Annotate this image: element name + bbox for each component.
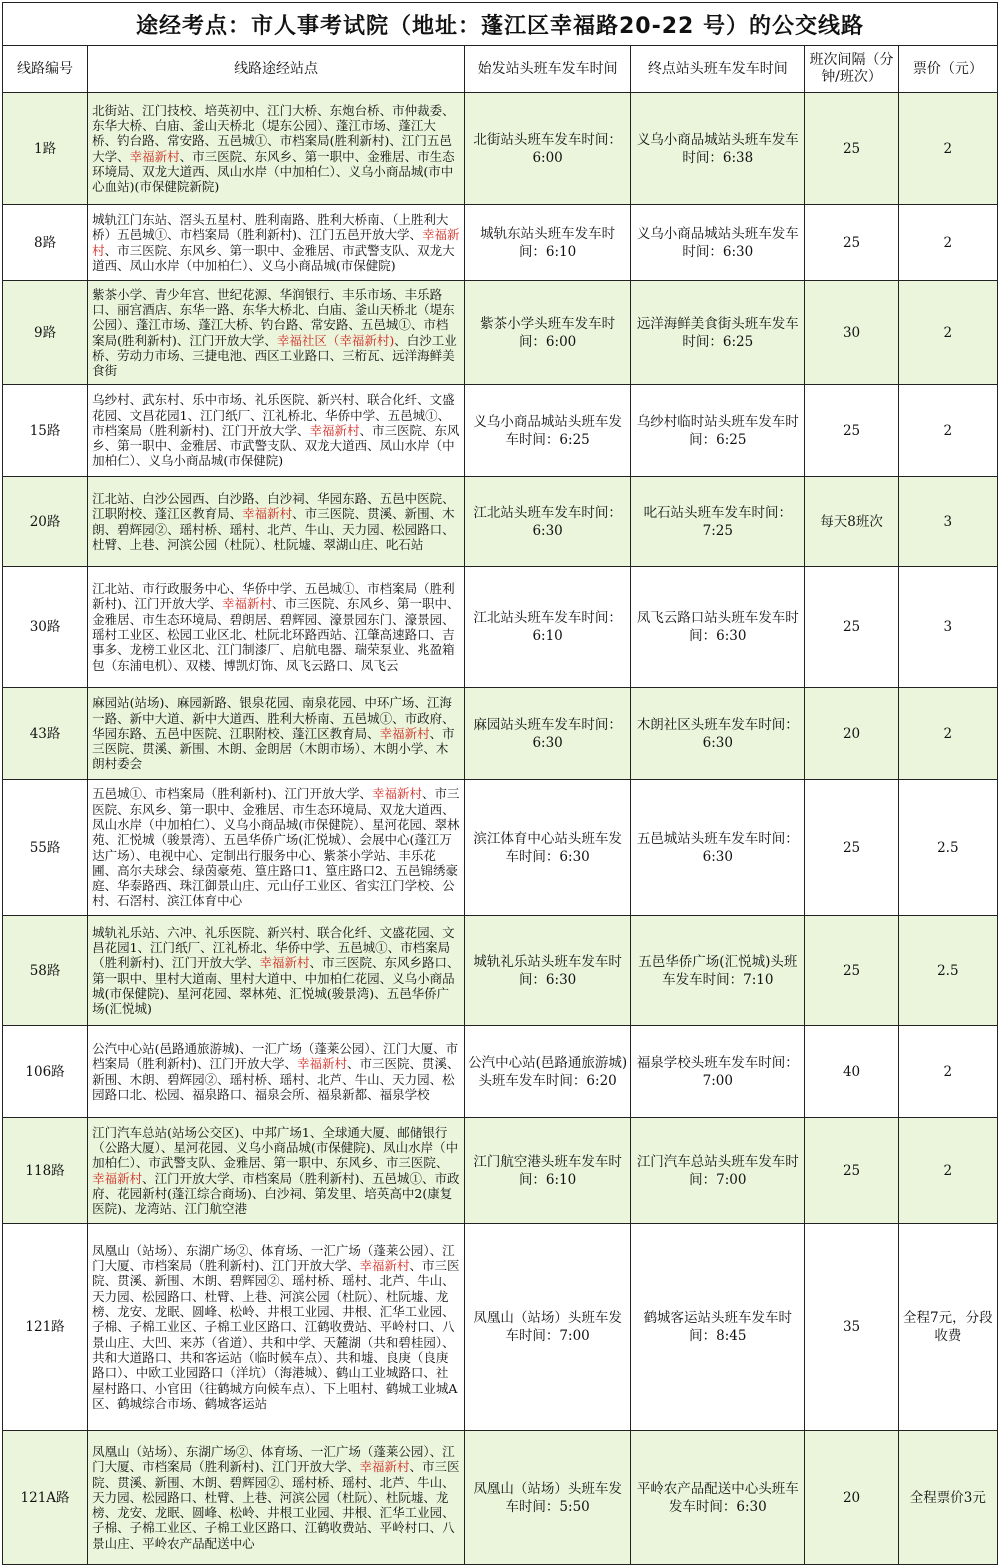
interval: 25 <box>805 93 898 205</box>
header-first-departure: 始发站头班车发车时间 <box>465 46 631 93</box>
stops-after: 、市三医院、东风乡、第一职中、金雅居、市武警支队、双龙大道西、凤山水岸（中加柏仁）、义乌小商品城(市保健院) <box>92 422 460 469</box>
stops-before: 城轨礼乐站、六冲、礼乐医院、新兴村、联合化纤、文盛花园、文昌花园1、江门纸厂、江礼桥北、华侨中学、五邑城①、市档案局（胜利新村)、江门开放大学、 <box>92 924 455 971</box>
last-departure: 木朗社区头班车发车时间：6:30 <box>631 688 805 780</box>
route-stops <box>88 1026 465 1118</box>
route-id: 9路 <box>3 281 88 385</box>
fare: 2 <box>898 93 997 205</box>
last-departure: 福泉学校头班车发车时间：7:00 <box>631 1026 805 1118</box>
route-id: 106路 <box>3 1026 88 1118</box>
highlighted-stop: 幸福新村 <box>92 227 460 258</box>
last-departure: 凤飞云路口站头班车发车时间：6:30 <box>631 567 805 688</box>
table-row <box>3 281 998 385</box>
interval: 25 <box>805 780 898 916</box>
first-departure: 凤凰山（站场）头班车发车时间：5:50 <box>465 1431 631 1565</box>
interval: 20 <box>805 688 898 780</box>
highlighted-stop: 幸福新村 <box>259 955 310 971</box>
last-departure: 五邑城站头班车发车时间：6:30 <box>631 780 805 916</box>
stops-before: 公汽中心站(邑路通旅游城)、一汇广场（蓬莱公园）、江门大厦、市档案局（胜利新村)、江门开放大学、 <box>92 1040 459 1072</box>
last-departure: 义乌小商品城站头班车发车时间：6:38 <box>631 93 805 205</box>
bus-route-table <box>2 45 998 1565</box>
route-id: 30路 <box>3 567 88 688</box>
fare: 2 <box>898 1026 997 1118</box>
first-departure: 义乌小商品城站头班车发车时间：6:25 <box>465 385 631 477</box>
table-row <box>3 780 998 916</box>
table-row <box>3 385 998 477</box>
route-id: 20路 <box>3 477 88 567</box>
table-row <box>3 688 998 780</box>
route-stops <box>88 1431 465 1565</box>
fare: 2.5 <box>898 916 997 1026</box>
stops-after: 、市三医院、贯溪、新围、木朗、金朗居（木朗市场）、木朗小学、木朗村委会 <box>92 725 455 772</box>
fare: 2 <box>898 688 997 780</box>
stops-before: 紫茶小学、青少年宫、世纪花源、华润银行、丰乐市场、丰乐路口、丽宫酒店、东华一路、东华大桥北、白庙、釜山天桥北（堤东公园）、蓬江市场、蓬江大桥、钓台路、常安路、五邑城①、市档案局(胜利新村)、江门开放大学、 <box>92 286 455 348</box>
stops-before: 江门汽车总站(站场公交区)、中邦广场1、全球通大厦、邮储银行（公路大厦）、星河花园、义乌小商品城(市保健院)、凤山水岸（中加柏仁）、市武警支队、金雅居、第一职中、东风乡、市三医院、 <box>92 1124 459 1171</box>
table-row <box>3 1431 998 1565</box>
highlighted-stop: 幸福新村 <box>129 148 180 164</box>
interval: 25 <box>805 1118 898 1224</box>
stops-after: 、江门开放大学、市档案局（胜利新村)、五邑城①、市政府、花园新村(蓬江综合商场)、白沙祠、第发里、培英高中2(康复医院)、龙湾站、江门航空港 <box>92 1170 460 1217</box>
fare: 2 <box>898 281 997 385</box>
stops-after: 、市三医院、贯溪、新围、木朗、碧辉园②、瑶村桥、瑶村、北芦、牛山、天力园、松园路口北、松园、福泉路口、福泉会所、福泉新都、福泉学校 <box>92 1056 460 1102</box>
highlighted-stop: 幸福新村 <box>309 422 360 438</box>
highlighted-stop: 幸福新村 <box>359 1459 410 1475</box>
first-departure: 公汽中心站(邑路通旅游城)头班车发车时间：6:20 <box>465 1026 631 1118</box>
route-id: 43路 <box>3 688 88 780</box>
interval: 每天8班次 <box>805 477 898 567</box>
stops-after: 、市三医院、贯溪、新围、木朗、碧辉园②、瑶村桥、瑶村、北芦、牛山、天力园、松园路口、杜臂、上巷、河滨公园（杜阮）、杜阮墟、龙榜、龙安、龙眠、圆峰、松岭、井根工业园、井根、汇华工业园、子棉、子棉工业区、子棉工业区路口、江鹤收费站、平岭村口、八景山庄、平岭农产品配送中心 <box>92 1459 460 1551</box>
stops-before: 乌纱村、武东村、乐中市场、礼乐医院、新兴村、联合化纤、文盛花园、文昌花园1、江门纸厂、江礼桥北、华侨中学、五邑城①、市档案局（胜利新村)、江门开放大学、 <box>92 392 455 438</box>
last-departure: 乌纱村临时站头班车发车时间：6:25 <box>631 385 805 477</box>
last-departure: 鹤城客运站头班车发车时间：8:45 <box>631 1224 805 1431</box>
fare: 3 <box>898 477 997 567</box>
stops-after: 、市三医院、东风乡、第一职中、金雅居、市武警支队、双龙大道西、凤山水岸（中加柏仁）、义乌小商品城(市保健院) <box>92 242 455 273</box>
fare: 3 <box>898 567 997 688</box>
stops-before: 北街站、江门技校、培英初中、江门大桥、东炮台桥、市仲裁委、东华大桥、白庙、釜山天桥北（堤东公园）、蓬江市场、蓬江大桥、钓台路、常安路、五邑城①、市档案局(胜利新村)、江门五邑大学、 <box>92 102 455 164</box>
route-id: 121路 <box>3 1224 88 1431</box>
first-departure: 凤凰山（站场）头班车发车时间：7:00 <box>465 1224 631 1431</box>
stops-after: 、市三医院、东风乡、第一职中、金雅居、市生态环境局、碧朗居、碧辉园、濠景园东门、濠景园、瑶村工业区、松园工业区北、杜阮北环路西站、江肇高速路口、吉事多、龙榜工业区北、江门制漆厂、启航电器、瑞荣泵业、兆盈箱包（东浦电机）、双楼、博凯灯饰、凤飞云路口、凤飞云 <box>92 596 460 673</box>
interval: 25 <box>805 205 898 281</box>
table-row <box>3 567 998 688</box>
first-departure: 城轨东站头班车发车时间：6:10 <box>465 205 631 281</box>
highlighted-stop: 幸福新村 <box>222 596 273 612</box>
route-stops <box>88 1118 465 1224</box>
last-departure: 江门汽车总站头班车发车时间：7:00 <box>631 1118 805 1224</box>
interval: 25 <box>805 916 898 1026</box>
interval: 30 <box>805 281 898 385</box>
route-stops <box>88 477 465 567</box>
table-row <box>3 916 998 1026</box>
last-departure: 五邑华侨广场(汇悦城)头班车发车时间：7:10 <box>631 916 805 1026</box>
stops-before: 五邑城①、市档案局（胜利新村)、江门开放大学、 <box>92 786 372 802</box>
last-departure: 叱石站头班车发车时间：7:25 <box>631 477 805 567</box>
highlighted-stop: 幸福新村 <box>297 1056 348 1072</box>
highlighted-stop: 幸福社区（幸福新村) <box>276 332 395 348</box>
highlighted-stop: 幸福新村 <box>372 786 423 802</box>
header-last-departure: 终点站头班车发车时间 <box>631 46 805 93</box>
first-departure: 城轨礼乐站头班车发车时间：6:30 <box>465 916 631 1026</box>
interval: 25 <box>805 385 898 477</box>
highlighted-stop: 幸福新村 <box>359 1258 410 1274</box>
route-stops <box>88 916 465 1026</box>
table-row <box>3 1026 998 1118</box>
stops-before: 江北站、市行政服务中心、华侨中学、五邑城①、市档案局（胜利新村)、江门开放大学、 <box>92 581 455 612</box>
first-departure: 滨江体育中心站头班车发车时间：6:30 <box>465 780 631 916</box>
stops-before: 凤凰山（站场）、东湖广场②、体育场、一汇广场（蓬莱公园）、江门大厦、市档案局（胜利新村)、江门开放大学、 <box>92 1242 455 1274</box>
stops-after: 、市三医院、贯溪、新围、木朗、碧辉园②、瑶村桥、瑶村、北芦、牛山、天力园、松园路口、杜臂、上巷、河滨公园（杜阮）、杜阮墟、龙榜、龙安、龙眠、圆峰、松岭、井根工业园、井根、汇华工业园、子棉、子棉工业区、子棉工业区路口、江鹤收费站、平岭村口、八景山庄、大凹、来苏（省道）、共和中学、天麓湖（共和碧桂园）、共和大道路口、共和客运站（临时候车点）、共和墟、良庚（良庚路口）、中欧工业园路口（洋坑）（海港城）、鹤山工业城路口、社屋村路口、小官田（往鹤城方向候车点）、下上咀村、鹤城工业城A区、鹤城综合市场、鹤城客运站 <box>92 1258 460 1411</box>
interval: 20 <box>805 1431 898 1565</box>
stops-before: 江北站、白沙公园西、白沙路、白沙祠、华园东路、五邑中医院、江职附校、蓬江区教育局、 <box>92 490 455 522</box>
interval: 35 <box>805 1224 898 1431</box>
route-id: 1路 <box>3 93 88 205</box>
stops-after: 、市三医院、东风乡、第一职中、金雅居、市生态环境局、双龙大道西、凤山水岸（中加柏仁）、义乌小商品城(市中心血站)(市保健院新院) <box>92 148 455 195</box>
first-departure: 紫茶小学头班车发车时间：6:00 <box>465 281 631 385</box>
route-id: 15路 <box>3 385 88 477</box>
document-title: 途经考点：市人事考试院（地址：蓬江区幸福路20-22 号）的公交线路 <box>2 2 998 45</box>
highlighted-stop: 幸福新村 <box>92 1170 143 1186</box>
highlighted-stop: 幸福新村 <box>242 506 293 522</box>
route-stops <box>88 780 465 916</box>
interval: 25 <box>805 567 898 688</box>
route-stops <box>88 385 465 477</box>
last-departure: 义乌小商品城站头班车发车时间：6:30 <box>631 205 805 281</box>
header-interval: 班次间隔（分钟/班次） <box>805 46 898 93</box>
route-id: 55路 <box>3 780 88 916</box>
route-id: 121A路 <box>3 1431 88 1565</box>
header-row <box>3 46 998 93</box>
route-stops <box>88 281 465 385</box>
route-id: 8路 <box>3 205 88 281</box>
stops-before: 城轨江门东站、滘头五星村、胜利南路、胜利大桥南、（上胜利大桥）五邑城①、市档案局（胜利新村)、江门五邑开放大学、 <box>92 211 449 243</box>
header-stops: 线路途经站点 <box>88 46 465 93</box>
first-departure: 江门航空港头班车发车时间：6:10 <box>465 1118 631 1224</box>
fare: 2.5 <box>898 780 997 916</box>
stops-after: 、白沙工业桥、劳动力市场、三捷电池、西区工业路口、三桁瓦、远洋海鲜美食街 <box>92 332 457 379</box>
table-row <box>3 1118 998 1224</box>
route-stops <box>88 1224 465 1431</box>
header-fare: 票价（元） <box>898 46 997 93</box>
stops-before: 麻园站(站场)、麻园新路、银泉花园、南泉花园、中环广场、江海一路、新中大道、新中大道西、胜利大桥南、五邑城①、市政府、华园东路、五邑中医院、江职附校、蓬江区教育局、 <box>92 695 455 741</box>
stops-after: 、市三医院、东风乡路口、第一职中、里村大道南、里村大道中、中加柏仁花园、义乌小商品城(市保健院)、星河花园、翠林苑、汇悦城(骏景湾)、五邑华侨广场(汇悦城) <box>92 955 460 1017</box>
stops-after: 、市三医院、东风乡、第一职中、金雅居、市生态环境局、双龙大道西、凤山水岸（中加柏仁）、义乌小商品城(市保健院）、星河花园、翠林苑、汇悦城（骏景湾）、五邑华侨广场(汇悦城）、会展中心(蓬江万达广场）、电视中心、定制出行服务中心、紫茶小学站、丰乐花圃、高尔夫球会、绿茵豪苑、篁庄路口1、篁庄路口2、五邑锦绣豪庭、华泰路西、珠江御景山庄、元山仔工业区、省实江门学校、公村、石滘村、滨江体育中心 <box>92 786 460 909</box>
route-id: 58路 <box>3 916 88 1026</box>
first-departure: 北街站头班车发车时间：6:00 <box>465 93 631 205</box>
first-departure: 江北站头班车发车时间：6:10 <box>465 567 631 688</box>
fare: 2 <box>898 1118 997 1224</box>
table-row <box>3 477 998 567</box>
stops-after: 、市三医院、贯溪、新围、木朗、碧辉园②、瑶村桥、瑶村、北芦、牛山、天力园、松园路口、杜臂、上巷、河滨公园（杜阮）、杜阮墟、翠湖山庄、叱石站 <box>92 506 455 552</box>
last-departure: 平岭农产品配送中心头班车发车时间：6:30 <box>631 1431 805 1565</box>
bus-route-document <box>2 2 998 1565</box>
last-departure: 远洋海鲜美食街头班车发车时间：6:25 <box>631 281 805 385</box>
table-row <box>3 205 998 281</box>
route-stops <box>88 205 465 281</box>
fare: 2 <box>898 385 997 477</box>
table-row <box>3 93 998 205</box>
interval: 40 <box>805 1026 898 1118</box>
route-stops <box>88 688 465 780</box>
header-route-id: 线路编号 <box>3 46 88 93</box>
route-stops <box>88 567 465 688</box>
fare: 全程7元，分段收费 <box>898 1224 997 1431</box>
first-departure: 麻园站头班车发车时间：6:30 <box>465 688 631 780</box>
route-stops <box>88 93 465 205</box>
fare: 2 <box>898 205 997 281</box>
first-departure: 江北站头班车发车时间：6:30 <box>465 477 631 567</box>
table-row <box>3 1224 998 1431</box>
highlighted-stop: 幸福新村 <box>379 725 430 741</box>
fare: 全程票价3元 <box>898 1431 997 1565</box>
stops-before: 凤凰山（站场）、东湖广场②、体育场、一汇广场（蓬莱公园）、江门大厦、市档案局（胜利新村)、江门开放大学、 <box>92 1443 455 1475</box>
route-id: 118路 <box>3 1118 88 1224</box>
